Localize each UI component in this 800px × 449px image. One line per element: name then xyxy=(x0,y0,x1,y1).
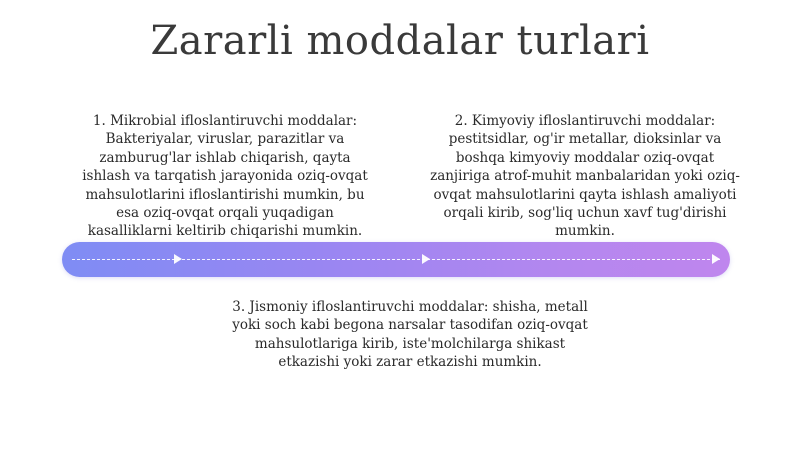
timeline-dashed-line xyxy=(72,259,720,260)
slide-title: Zararli moddalar turlari xyxy=(150,18,650,64)
timeline-bar xyxy=(62,242,730,277)
contaminant-item-chemical: 2. Kimyoviy ifloslantiruvchi moddalar: pestitsidlar, og'ir metallar, dioksinlar va boshqa kimyoviy moddalar oziq-ovqat zanjiriga atrof-muhit manbalaridan yoki oziq-ovqat mahsulotlarini qayta ishlash amaliyoti orqali kirib, sog'liq uchun xavf tug'dirishi mumkin. xyxy=(430,113,740,240)
timeline-arrow-icon xyxy=(422,254,430,264)
contaminant-item-microbial: 1. Mikrobial ifloslantiruvchi moddalar: Bakteriyalar, viruslar, parazitlar va zamburug'lar ishlab chiqarish, qayta ishlash va tarqatish jarayonida oziq-ovqat mahsulotlarini ifloslantirishi mumkin, bu esa oziq-ovqat orqali yuqadigan kasalliklarni keltirib chiqarishi mumkin. xyxy=(82,113,368,240)
timeline-arrow-icon xyxy=(712,254,720,264)
contaminant-item-physical: 3. Jismoniy ifloslantiruvchi moddalar: shisha, metall yoki soch kabi begona narsalar tasodifan oziq-ovqat mahsulotlariga kirib, iste'molchilarga shikast etkazishi yoki zarar etkazishi mumkin. xyxy=(232,299,588,371)
timeline-arrow-icon xyxy=(174,254,182,264)
